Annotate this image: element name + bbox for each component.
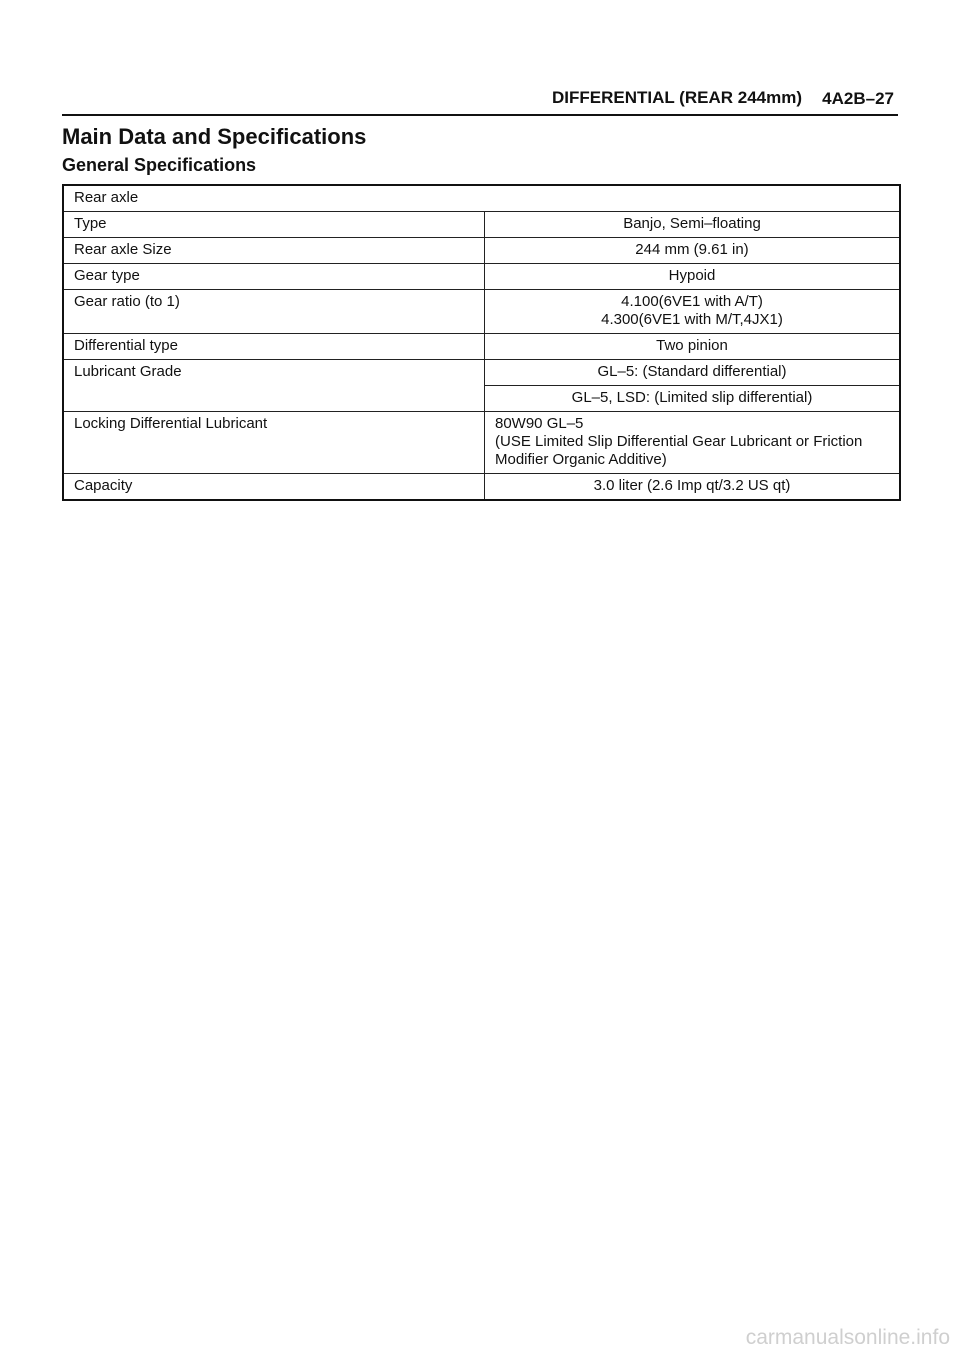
spec-label: Gear type: [63, 264, 485, 290]
spec-label: Lubricant Grade: [63, 360, 485, 412]
section-title: DIFFERENTIAL (REAR 244mm): [552, 88, 802, 107]
spec-label: Locking Differential Lubricant: [63, 412, 485, 474]
spec-value: Banjo, Semi–floating: [485, 212, 901, 238]
table-section-label: Rear axle: [63, 185, 900, 212]
table-row: [63, 290, 900, 334]
spec-value: GL–5, LSD: (Limited slip differential): [485, 386, 901, 412]
spec-value: [485, 290, 901, 334]
spec-label: Rear axle Size: [63, 238, 485, 264]
spec-value-line: Modifier Organic Additive): [495, 451, 667, 468]
spec-value-line: 4.100(6VE1 with A/T): [621, 293, 763, 310]
table-row: [63, 334, 900, 360]
watermark: carmanualsonline.info: [745, 1326, 950, 1349]
spec-value-line: 4.300(6VE1 with M/T,4JX1): [601, 311, 783, 328]
spec-value-line: 80W90 GL–5: [495, 415, 584, 432]
spec-value: GL–5: (Standard differential): [485, 360, 901, 386]
spec-value: Hypoid: [485, 264, 901, 290]
page-number: 4A2B–27: [822, 89, 894, 108]
page-header: [62, 88, 898, 116]
spec-label: Type: [63, 212, 485, 238]
table-row: [63, 238, 900, 264]
specifications-table: [62, 184, 901, 501]
page-title: Main Data and Specifications: [62, 124, 367, 149]
table-row: [63, 474, 900, 501]
spec-label: Gear ratio (to 1): [63, 290, 485, 334]
table-row: [63, 264, 900, 290]
section-subtitle: General Specifications: [62, 155, 257, 175]
spec-label: Differential type: [63, 334, 485, 360]
spec-value-line: (USE Limited Slip Differential Gear Lubricant or Friction: [495, 433, 863, 450]
spec-value: 3.0 liter (2.6 Imp qt/3.2 US qt): [485, 474, 901, 501]
spec-value: 244 mm (9.61 in): [485, 238, 901, 264]
spec-value: [485, 412, 901, 474]
table-row: [63, 185, 900, 212]
table-row: [63, 212, 900, 238]
table-row: [63, 360, 900, 386]
spec-label: Capacity: [63, 474, 485, 501]
table-row: [63, 412, 900, 474]
spec-value: Two pinion: [485, 334, 901, 360]
